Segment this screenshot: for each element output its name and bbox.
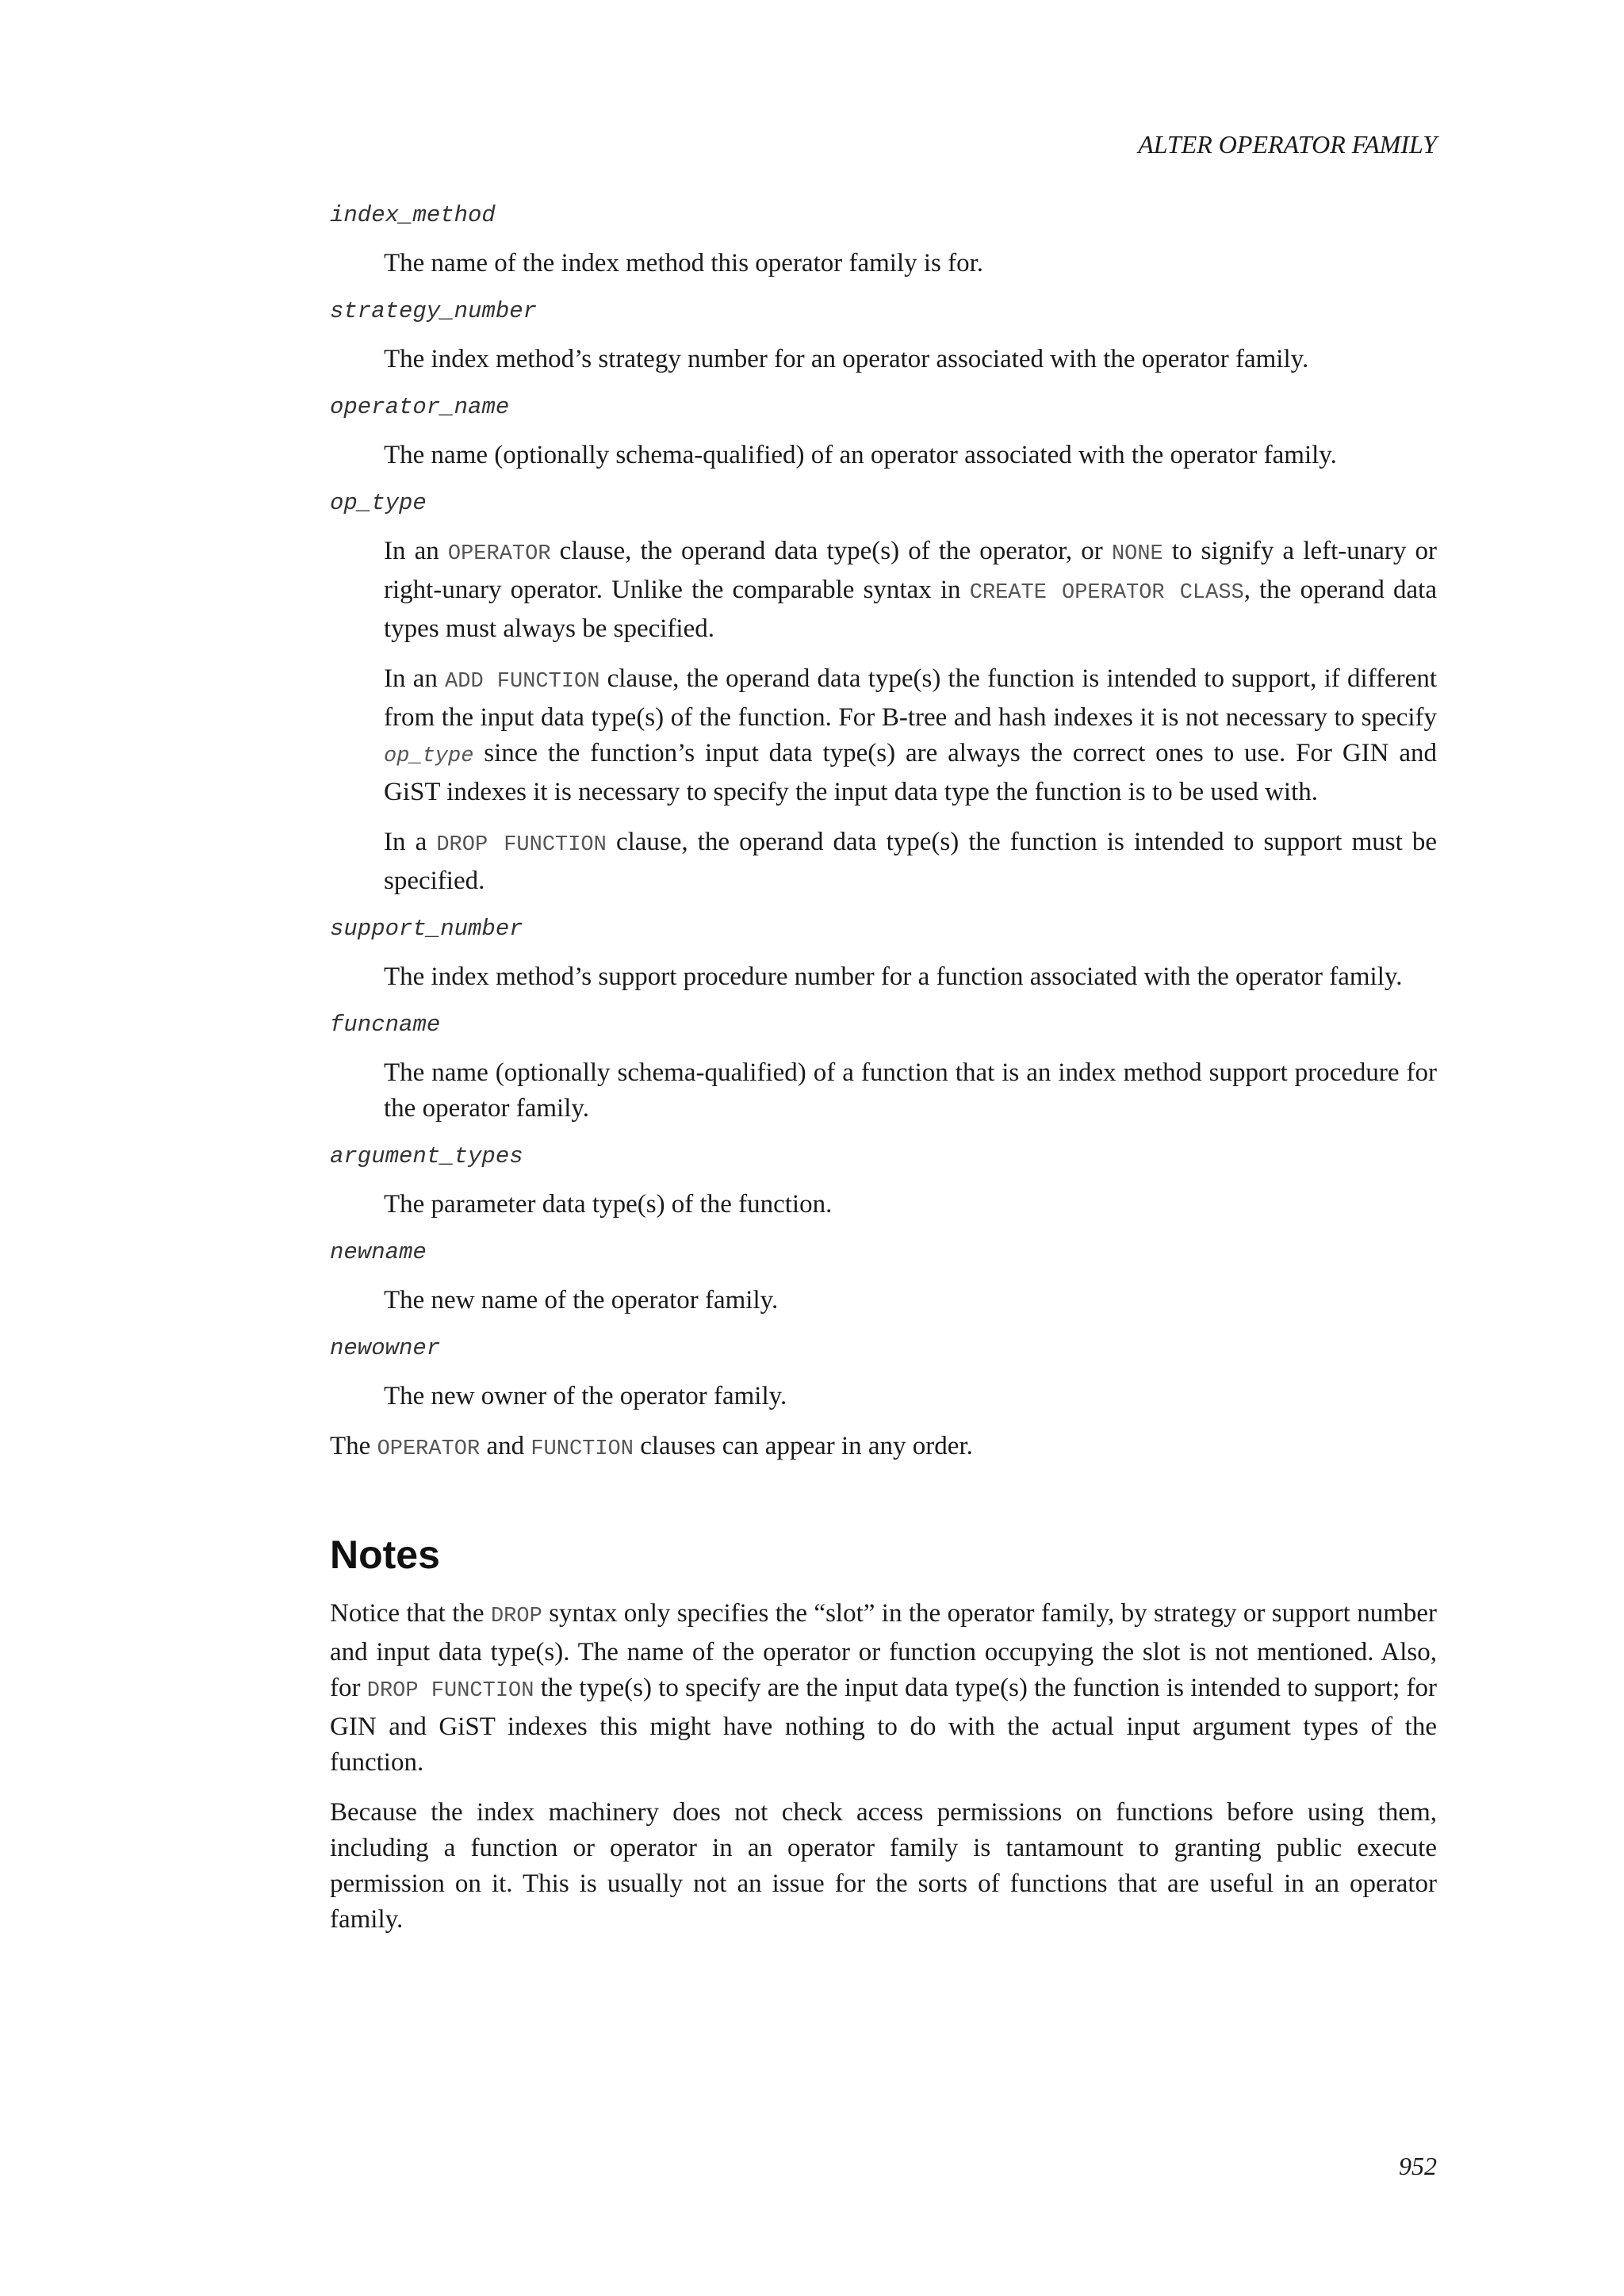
def-funcname: The name (optionally schema-qualified) of a function that is an index method support procedure for the operator family. (384, 1058, 1437, 1123)
page-number: 952 (1399, 2152, 1437, 2180)
def-operator-name: The name (optionally schema-qualified) of an operator associated with the operator family. (384, 441, 1337, 469)
term-strategy-number: strategy_number (330, 298, 538, 324)
term-support-number: support_number (330, 916, 523, 942)
def-strategy-number: The index method’s strategy number for an operator associated with the operator family. (384, 345, 1309, 373)
def-newname: The new name of the operator family. (384, 1286, 779, 1314)
def-index-method: The name of the index method this operator family is for. (384, 249, 984, 277)
term-operator-name: operator_name (330, 394, 510, 420)
term-argument-types: argument_types (330, 1143, 523, 1169)
notes-heading: Notes (330, 1533, 440, 1577)
term-index-method: index_method (330, 202, 496, 228)
def-newowner: The new owner of the operator family. (384, 1382, 787, 1410)
notes-paragraph-2: Because the index machinery does not check access permissions on functions before using them, including a function or operator in an operator family is tantamount to granting public execute permission on it. This is usually not an issue for the sorts of functions that are useful in an operator family. (330, 1798, 1437, 1934)
term-funcname: funcname (330, 1012, 441, 1038)
def-op-type-p3: In a DROP FUNCTION clause, the operand data type(s) the function is intended to support must be specified. (384, 828, 1438, 895)
term-op-type: op_type (330, 490, 427, 516)
parameter-list (330, 200, 1437, 1952)
running-header: ALTER OPERATOR FAMILY (1138, 130, 1437, 159)
clauses-note: The OPERATOR and FUNCTION clauses can appear in any order. (330, 1432, 973, 1461)
def-op-type-p1: In an OPERATOR clause, the operand data type(s) of the operator, or NONE to signify a left-unary or right-unary operator. Unlike the comparable syntax in CREATE OPERATOR CLASS, the operand data types must always be specified. (384, 537, 1437, 643)
def-argument-types: The parameter data type(s) of the function. (384, 1190, 833, 1219)
def-op-type-p2: In an ADD FUNCTION clause, the operand data type(s) the function is intended to support, if different from the input data type(s) of the function. For B-tree and hash indexes it is not necessary to specify op_type since the function’s input data type(s) are always the correct ones to use. For GIN and GiST indexes it is necessary to specify the input data type the function is to be used with. (384, 664, 1437, 806)
notes-paragraph-1: Notice that the DROP syntax only specifies the “slot” in the operator family, by strategy or support number and input data type(s). The name of the operator or function occupying the slot is not mentioned. Also, for DROP FUNCTION the type(s) to specify are the input data type(s) the function is intended to support; for GIN and GiST indexes this might have nothing to do with the actual input argument types of the function. (330, 1599, 1438, 1777)
term-newname: newname (330, 1239, 427, 1265)
def-support-number: The index method’s support procedure number for a function associated with the operator family. (384, 962, 1403, 991)
term-newowner: newowner (330, 1335, 441, 1361)
